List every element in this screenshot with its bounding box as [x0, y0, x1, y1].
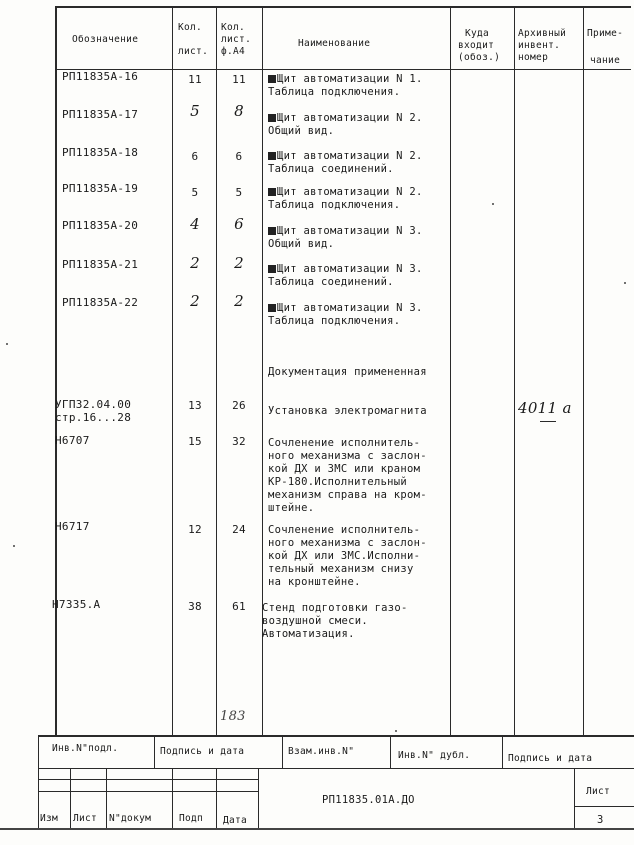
- footer-col-data: [258, 768, 259, 828]
- footer-col-list: [106, 768, 107, 828]
- footer-inv-orig: Инв.N"подл.: [52, 743, 119, 754]
- row-name-line: Таблица соединений.: [268, 276, 394, 288]
- col-line-left: [55, 6, 57, 735]
- header-qty-sheets-2: лист.: [178, 46, 209, 57]
- header-qty-sheets-1: Кол.: [178, 22, 203, 33]
- row-name: [268, 150, 423, 176]
- applied-a4: 32: [232, 435, 246, 448]
- row-name: [268, 302, 423, 328]
- row-code: РП11835А-18: [62, 146, 139, 159]
- applied-sheets: 13: [188, 399, 202, 412]
- footer-podp: Подп: [179, 813, 204, 824]
- footer-col-0: [38, 735, 39, 828]
- row-a4: 5: [235, 186, 243, 199]
- scan-speck: [492, 203, 494, 205]
- applied-name: [268, 437, 427, 515]
- row-name-line: Таблица подключения.: [268, 315, 401, 327]
- scan-speck: [624, 282, 626, 284]
- applied-sheets: 12: [188, 523, 202, 536]
- applied-name: [262, 602, 408, 641]
- col-line-sheets: [172, 6, 173, 735]
- footer-top-rule: [38, 735, 634, 737]
- applied-name-line: Автоматизация.: [262, 628, 355, 640]
- header-archive-3: номер: [518, 52, 549, 63]
- row-name-line: Щит автоматизации N 2.: [277, 150, 423, 162]
- section-title: Документация примененная: [268, 366, 427, 378]
- row-sheets: 2: [190, 292, 200, 310]
- applied-name-line: штейне.: [268, 502, 315, 514]
- row-name-line: Общий вид.: [268, 238, 335, 250]
- header-archive-1: Архивный: [518, 28, 567, 39]
- footer-col-a: [154, 735, 155, 768]
- footer-data: Дата: [223, 815, 248, 826]
- col-line-a4: [216, 6, 217, 735]
- col-line-note: [583, 6, 584, 735]
- top-border: [55, 6, 631, 8]
- footer-sheet-rule: [574, 806, 634, 807]
- footer-sheet-number: 3: [597, 814, 604, 826]
- header-note-1: Приме-: [587, 28, 624, 39]
- header-qty-a4-2: лист.: [221, 34, 252, 45]
- applied-code-line: стр.16...28: [55, 411, 132, 424]
- footer-sign-date-1: Подпись и дата: [160, 746, 245, 757]
- row-sheets: 4: [190, 215, 200, 233]
- footer-izm: Изм: [40, 813, 59, 824]
- row-name-line: Щит автоматизации N 3.: [277, 302, 423, 314]
- header-name: Наименование: [298, 38, 371, 49]
- archive-number-handwritten: 4011 а: [518, 399, 572, 417]
- row-sheets: 2: [190, 254, 200, 272]
- applied-name-line: КР-180.Исполнительный: [268, 476, 408, 488]
- row-name-line: Щит автоматизации N 3.: [277, 225, 423, 237]
- applied-name-line: Сочленение исполнитель-: [268, 437, 421, 449]
- bullet-glyph: [268, 75, 276, 83]
- scan-speck: [13, 545, 15, 547]
- footer-sign-date-2: Подпись и дата: [508, 753, 593, 764]
- bullet-glyph: [268, 152, 276, 160]
- row-sheets: 5: [191, 186, 199, 199]
- applied-code: Н6707: [55, 434, 90, 447]
- row-name-line: Таблица подключения.: [268, 199, 401, 211]
- footer-rule-3: [38, 779, 258, 780]
- row-sheets: 5: [190, 102, 200, 120]
- applied-a4: 24: [232, 523, 246, 536]
- footer-rule-2: [38, 768, 634, 769]
- bullet-glyph: [268, 265, 276, 273]
- applied-name-line: на кронштейне.: [268, 576, 361, 588]
- header-archive-2: инвент.: [518, 40, 561, 51]
- row-name-line: Щит автоматизации N 3.: [277, 263, 423, 275]
- row-name-line: Щит автоматизации N 2.: [277, 186, 423, 198]
- row-a4: 8: [234, 102, 244, 120]
- applied-name-line: кой ДХ и ЗМС или краном: [268, 463, 421, 475]
- scan-speck: [395, 730, 397, 732]
- footer-rule-4: [38, 791, 258, 792]
- a4-total-handwritten: 183: [220, 709, 246, 724]
- row-name: [268, 73, 423, 99]
- header-bottom-rule: [55, 69, 631, 70]
- applied-sheets: 15: [188, 435, 202, 448]
- footer-col-sheet: [574, 768, 575, 828]
- header-designation: Обозначение: [72, 34, 139, 45]
- header-where-1: Куда: [465, 28, 490, 39]
- footer-ndokum: N"докум: [109, 813, 152, 824]
- row-sheets: 6: [191, 150, 199, 163]
- row-name: [268, 225, 423, 251]
- row-a4: 2: [234, 292, 244, 310]
- footer-col-dokum: [172, 768, 173, 828]
- applied-name-line: механизм справа на кром-: [268, 489, 427, 501]
- col-line-where: [450, 6, 451, 735]
- applied-name: Установка электромагнита: [268, 405, 427, 417]
- row-a4: 11: [232, 73, 246, 86]
- applied-code: [55, 398, 131, 424]
- row-name-line: Таблица подключения.: [268, 86, 401, 98]
- header-qty-a4-1: Кол.: [221, 22, 246, 33]
- row-code: РП11835А-21: [62, 258, 139, 271]
- applied-name-line: Стенд подготовки газо-: [262, 602, 408, 614]
- applied-a4: 61: [232, 600, 246, 613]
- row-name-line: Щит автоматизации N 2.: [277, 112, 423, 124]
- row-a4: 2: [234, 254, 244, 272]
- bullet-glyph: [268, 188, 276, 196]
- footer-col-d: [502, 735, 503, 768]
- footer-col-podp: [216, 768, 217, 828]
- row-code: РП11835А-19: [62, 182, 139, 195]
- applied-sheets: 38: [188, 600, 202, 613]
- col-line-archive: [514, 6, 515, 735]
- row-name-line: Общий вид.: [268, 125, 335, 137]
- applied-name-line: воздушной смеси.: [262, 615, 368, 627]
- row-code: РП11835А-16: [62, 70, 139, 83]
- footer-vzam: Взам.инв.N": [288, 746, 355, 757]
- footer-col-b: [282, 735, 283, 768]
- applied-a4: 26: [232, 399, 246, 412]
- footer-list: Лист: [73, 813, 98, 824]
- row-code: РП11835А-17: [62, 108, 139, 121]
- applied-name: [268, 524, 427, 589]
- applied-code-line: УГП32.04.00: [55, 398, 132, 411]
- header-note-2: чание: [590, 55, 621, 66]
- bullet-glyph: [268, 114, 276, 122]
- row-name-line: Таблица соединений.: [268, 163, 394, 175]
- footer-doc-code: РП11835.01А.ДО: [322, 794, 415, 806]
- row-code: РП11835А-20: [62, 219, 139, 232]
- row-name: [268, 112, 423, 138]
- archive-underline: [540, 421, 556, 422]
- row-name: [268, 186, 423, 212]
- applied-code: Н7335.А: [52, 598, 101, 611]
- applied-name-line: ного механизма с заслон-: [268, 450, 427, 462]
- bullet-glyph: [268, 304, 276, 312]
- header-qty-a4-3: ф.А4: [221, 46, 246, 57]
- row-name: [268, 263, 423, 289]
- footer-col-izm: [70, 768, 71, 828]
- scan-speck: [6, 343, 8, 345]
- row-name-line: Щит автоматизации N 1.: [277, 73, 423, 85]
- footer-inv-dubl: Инв.N" дубл.: [398, 750, 471, 761]
- header-where-2: входит: [458, 40, 495, 51]
- footer-sheet-label: Лист: [586, 786, 611, 797]
- applied-name-line: Сочленение исполнитель-: [268, 524, 421, 536]
- bullet-glyph: [268, 227, 276, 235]
- row-sheets: 11: [188, 73, 202, 86]
- footer-col-c: [390, 735, 391, 768]
- row-code: РП11835А-22: [62, 296, 139, 309]
- scan-edge-line: [0, 828, 634, 830]
- applied-name-line: кой ДХ или ЗМС.Исполни-: [268, 550, 421, 562]
- header-where-3: (обоз.): [458, 52, 501, 63]
- applied-name-line: тельный механизм снизу: [268, 563, 414, 575]
- applied-code: Н6717: [55, 520, 90, 533]
- row-a4: 6: [234, 215, 244, 233]
- row-a4: 6: [235, 150, 243, 163]
- applied-name-line: ного механизма с заслон-: [268, 537, 427, 549]
